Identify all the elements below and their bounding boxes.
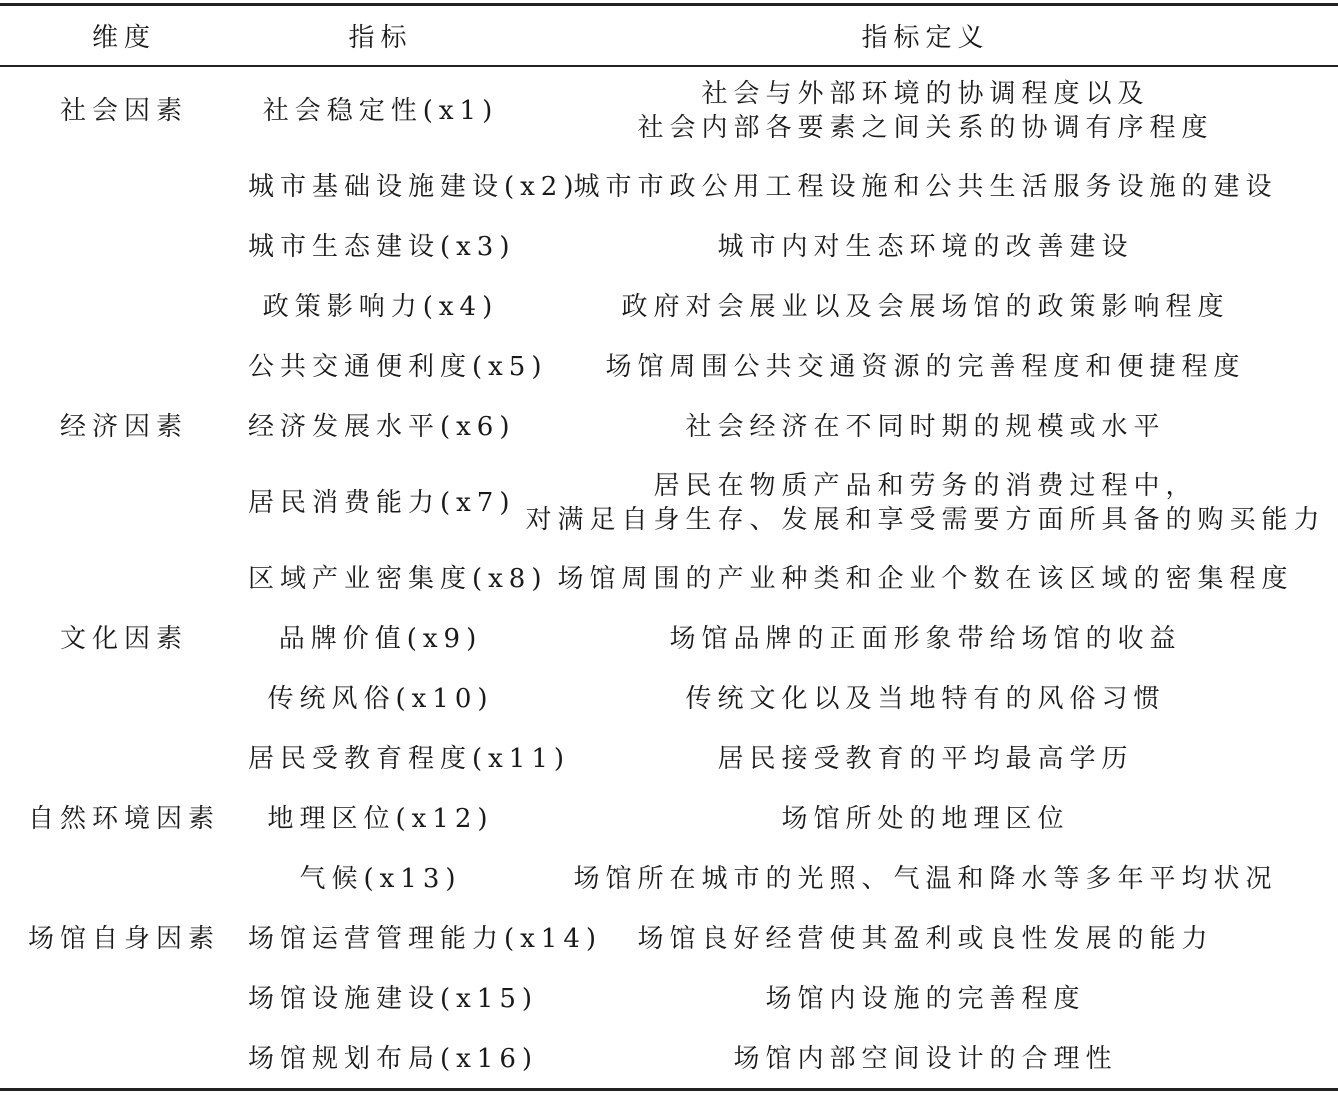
table-row — [0, 849, 1338, 909]
dimension-cell — [0, 217, 248, 277]
dimension-cell — [0, 457, 248, 549]
indicator-cell: 场馆规划布局(x16) — [248, 1044, 539, 1074]
table-row — [0, 457, 1338, 549]
dimension-cell — [0, 729, 248, 789]
definition-cell: 传统文化以及当地特有的风俗习惯 — [685, 684, 1166, 714]
dimension-cell: 文化因素 — [59, 624, 188, 654]
table-row — [0, 549, 1338, 609]
dimension-cell — [0, 549, 248, 609]
indicator-cell: 场馆设施建设(x15) — [248, 984, 539, 1014]
indicator-cell: 区域产业密集度(x8) — [248, 564, 548, 594]
table-row — [0, 337, 1338, 397]
definition-cell: 场馆周围的产业种类和企业个数在该区域的密集程度 — [557, 564, 1294, 594]
table-body — [0, 65, 1338, 1089]
dimension-cell — [0, 157, 248, 217]
definition-cell: 场馆所处的地理区位 — [781, 804, 1070, 834]
definition-cell: 城市内对生态环境的改善建设 — [717, 232, 1134, 262]
header-definition: 指标定义 — [861, 23, 990, 53]
definition-cell: 场馆品牌的正面形象带给场馆的收益 — [669, 624, 1182, 654]
dimension-cell: 自然环境因素 — [27, 804, 220, 834]
indicator-cell: 城市生态建设(x3) — [248, 232, 516, 262]
definition-cell: 政府对会展业以及会展场馆的政策影响程度 — [621, 292, 1230, 322]
definition-cell: 场馆内部空间设计的合理性 — [733, 1044, 1118, 1074]
indicator-cell: 经济发展水平(x6) — [248, 412, 516, 442]
indicator-cell: 品牌价值(x9) — [278, 624, 483, 654]
indicator-cell: 政策影响力(x4) — [262, 292, 499, 322]
table-row — [0, 789, 1338, 849]
indicator-cell: 场馆运营管理能力(x14) — [248, 924, 603, 954]
indicator-table — [0, 6, 1338, 1089]
definition-cell: 居民接受教育的平均最高学历 — [717, 744, 1134, 774]
table-row — [0, 909, 1338, 969]
indicator-cell: 公共交通便利度(x5) — [248, 352, 548, 382]
indicator-cell: 传统风俗(x10) — [267, 684, 494, 714]
table-row — [0, 277, 1338, 337]
definition-line: 对满足自身生存、发展和享受需要方面所具备的购买能力 — [525, 505, 1326, 535]
indicator-cell: 气候(x13) — [299, 864, 462, 894]
definition-cell: 社会经济在不同时期的规模或水平 — [685, 412, 1166, 442]
indicator-cell: 城市基础设施建设(x2) — [248, 172, 580, 202]
indicator-cell: 地理区位(x12) — [267, 804, 494, 834]
table-row — [0, 65, 1338, 157]
dimension-cell — [0, 849, 248, 909]
header-indicator: 指标 — [348, 23, 413, 53]
table-row — [0, 217, 1338, 277]
table-row — [0, 669, 1338, 729]
table-row — [0, 1029, 1338, 1089]
indicator-cell: 居民消费能力(x7) — [248, 488, 516, 518]
definition-line: 社会内部各要素之间关系的协调有序程度 — [637, 113, 1214, 143]
table-row — [0, 609, 1338, 669]
table-row — [0, 397, 1338, 457]
header-dimension: 维度 — [91, 23, 156, 53]
definition-cell: 场馆所在城市的光照、气温和降水等多年平均状况 — [573, 864, 1278, 894]
definition-line: 社会与外部环境的协调程度以及 — [701, 79, 1150, 109]
indicator-cell: 社会稳定性(x1) — [262, 96, 499, 126]
definition-cell: 城市市政公用工程设施和公共生活服务设施的建设 — [573, 172, 1278, 202]
dimension-cell — [0, 669, 248, 729]
table-row — [0, 969, 1338, 1029]
table-row — [0, 729, 1338, 789]
table-row — [0, 157, 1338, 217]
definition-line: 居民在物质产品和劳务的消费过程中， — [653, 471, 1198, 501]
dimension-cell — [0, 337, 248, 397]
definition-cell — [513, 457, 1338, 549]
dimension-cell: 经济因素 — [59, 412, 188, 442]
definition-cell — [513, 65, 1338, 157]
dimension-cell: 场馆自身因素 — [27, 924, 220, 954]
definition-cell: 场馆周围公共交通资源的完善程度和便捷程度 — [605, 352, 1246, 382]
dimension-cell — [0, 1029, 248, 1089]
dimension-cell: 社会因素 — [59, 96, 188, 126]
dimension-cell — [0, 969, 248, 1029]
indicator-cell: 居民受教育程度(x11) — [248, 744, 571, 774]
dimension-cell — [0, 277, 248, 337]
header-row — [0, 6, 1338, 65]
definition-cell: 场馆良好经营使其盈利或良性发展的能力 — [637, 924, 1214, 954]
definition-cell: 场馆内设施的完善程度 — [765, 984, 1086, 1014]
